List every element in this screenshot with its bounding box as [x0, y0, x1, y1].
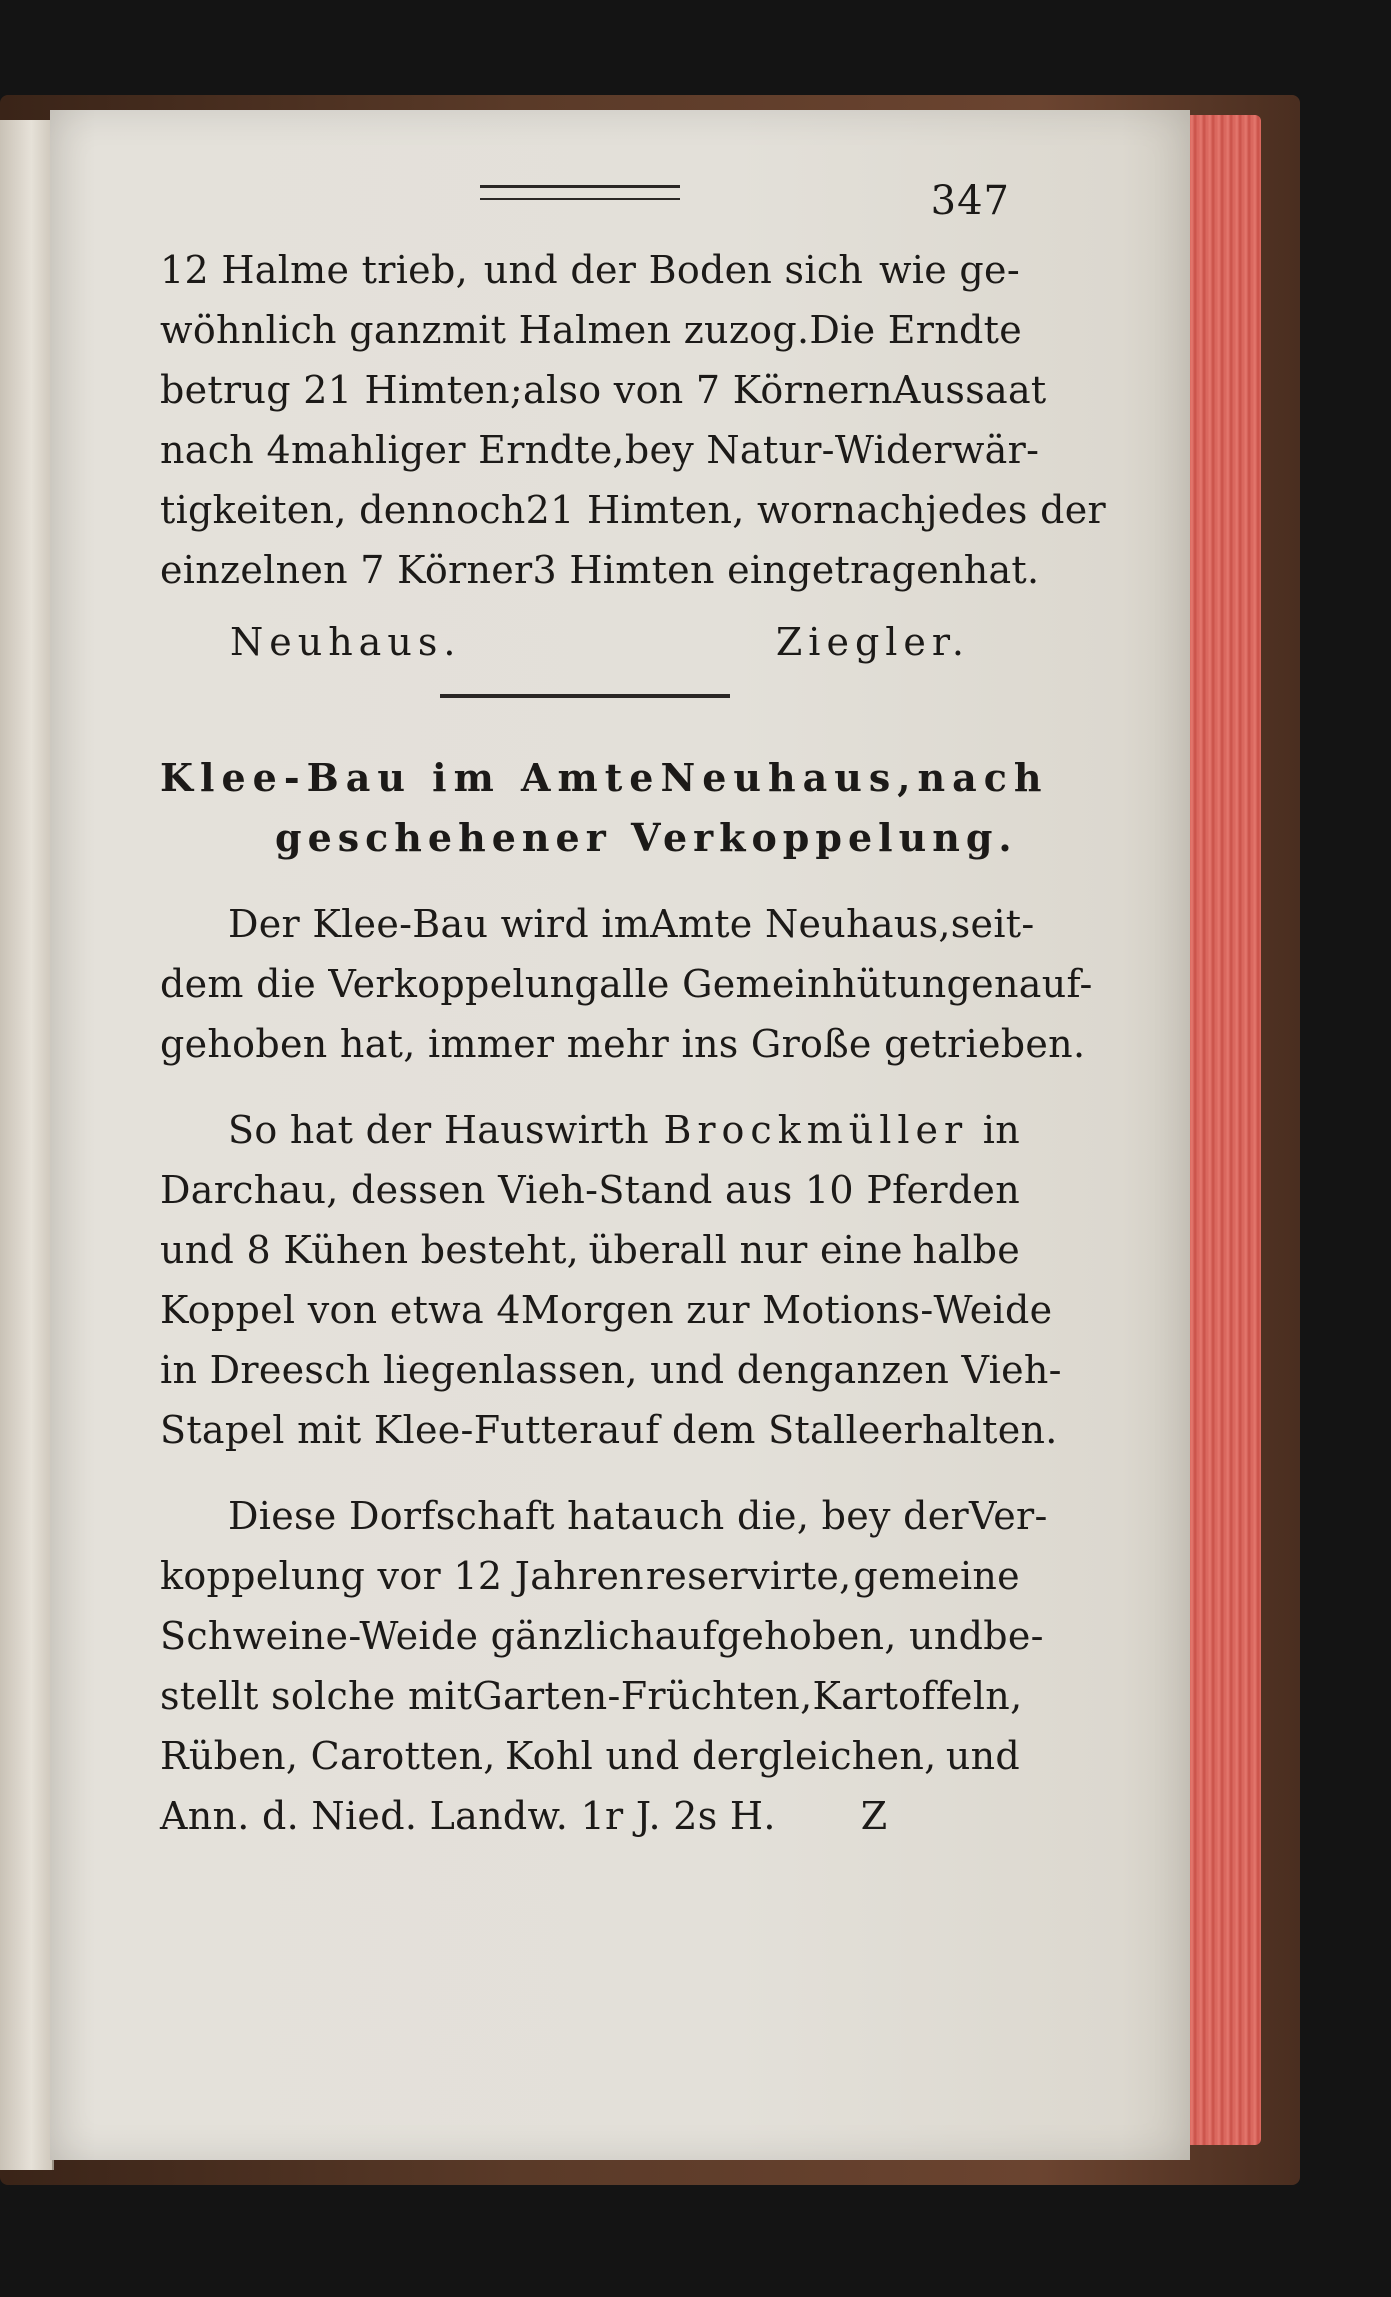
line-fragment: Diese Dorfschaft hat	[228, 1494, 631, 1538]
line-fragment: 21 Himten, wornach	[525, 488, 926, 532]
line-fragment: hat.	[963, 548, 1040, 592]
section-divider-rule	[440, 694, 730, 698]
page-footer	[160, 1786, 1020, 1846]
text-line	[160, 1546, 1020, 1606]
line-fragment: stellt solche mit	[160, 1674, 473, 1718]
text-line	[160, 1726, 1020, 1786]
header-ornament-rule	[480, 185, 680, 200]
text-line	[160, 1280, 1053, 1340]
line-fragment: seit-	[950, 902, 1035, 946]
line-fragment: alle Gemeinhütungen	[599, 962, 1019, 1006]
text-line	[160, 1486, 1048, 1546]
line-fragment: in	[982, 1108, 1020, 1152]
title-line: geschehener Verkoppelung.	[275, 815, 1018, 860]
text-line	[160, 1340, 1062, 1400]
line-fragment: getrieben.	[884, 1022, 1086, 1066]
line-fragment: reservirte,	[645, 1554, 852, 1598]
paragraph	[160, 1486, 1048, 1786]
line-fragment: Widerwär-	[834, 428, 1040, 472]
page-header	[160, 170, 1020, 240]
text-line	[160, 540, 1040, 600]
line-fragment: Morgen zur Motions-	[520, 1288, 934, 1332]
signature-line	[160, 612, 1020, 672]
text-line	[160, 894, 1035, 954]
line-fragment: einzelnen 7 Körner	[160, 548, 533, 592]
line-fragment: Pferden	[866, 1168, 1020, 1212]
line-fragment: lassen, und den	[502, 1348, 809, 1392]
text-line	[160, 1220, 1020, 1280]
line-fragment: Koppel von etwa 4	[160, 1288, 521, 1332]
line-fragment: jedes der	[925, 488, 1106, 532]
line-fragment: Weide	[933, 1288, 1053, 1332]
line-fragment: bey Natur-	[624, 428, 835, 472]
line-fragment: tigkeiten, dennoch	[160, 488, 526, 532]
line-fragment: Amte Neuhaus,	[650, 902, 951, 946]
text-line	[160, 1100, 1020, 1160]
line-fragment: und	[945, 1734, 1020, 1778]
line-fragment: gehoben hat, immer	[160, 1022, 555, 1066]
text-line	[160, 360, 1047, 420]
line-fragment: Neuhaus,	[660, 755, 918, 800]
line-fragment: ganzen Vieh-	[808, 1348, 1062, 1392]
line-fragment: Kohl und dergleichen,	[505, 1734, 937, 1778]
line-fragment: Aussaat	[892, 368, 1047, 412]
line-fragment: halbe	[912, 1228, 1020, 1272]
signature-place: Neuhaus.	[230, 620, 462, 664]
text-line	[160, 1606, 1044, 1666]
text-line	[160, 300, 1020, 360]
line-fragment: betrug 21 Himten;	[160, 368, 524, 412]
line-fragment: be-	[983, 1614, 1044, 1658]
page-number: 347	[930, 178, 1010, 224]
line-fragment: gemeine	[853, 1554, 1020, 1598]
line-fragment: Schweine-Weide gänzlich	[160, 1614, 655, 1658]
line-fragment: wie ge-	[878, 248, 1020, 292]
text-line	[160, 954, 1093, 1014]
line-fragment: So hat der Hauswirth	[228, 1108, 649, 1152]
line-fragment: Vieh-Stand aus 10	[498, 1168, 854, 1212]
line-fragment: und der Boden sich	[483, 248, 864, 292]
line-fragment: auf dem Stalle	[597, 1408, 881, 1452]
footer-source: Ann. d. Nied. Landw. 1r J. 2s H.	[160, 1794, 776, 1838]
line-fragment: koppelung vor 12 Jahren	[160, 1554, 644, 1598]
left-page-edge	[0, 120, 54, 2170]
line-fragment: und 8 Kühen besteht,	[160, 1228, 580, 1272]
text-line	[160, 240, 1020, 300]
line-fragment: in Dreesch liegen	[160, 1348, 503, 1392]
line-fragment: dem die Verkoppelung	[160, 962, 600, 1006]
line-fragment: aufgehoben, und	[654, 1614, 984, 1658]
line-fragment: Stapel mit Klee-Futter	[160, 1408, 598, 1452]
text-line	[160, 480, 1106, 540]
text-line	[160, 1160, 1020, 1220]
line-fragment: wöhnlich ganz	[160, 308, 442, 352]
top-paragraph	[160, 240, 1106, 600]
text-line	[160, 1400, 1058, 1460]
line-fragment: nach 4mahliger Erndte,	[160, 428, 625, 472]
paragraph	[160, 1100, 1062, 1460]
paragraph	[160, 894, 1093, 1074]
page-text	[160, 170, 1106, 1846]
line-fragment: mehr ins Große	[566, 1022, 872, 1066]
title-line	[160, 748, 1049, 808]
line-fragment: auf-	[1018, 962, 1093, 1006]
line-fragment: Rüben, Carotten,	[160, 1734, 496, 1778]
line-fragment: Darchau, dessen	[160, 1168, 486, 1212]
signature-name: Ziegler.	[775, 620, 970, 664]
line-fragment: Die Erndte	[809, 308, 1022, 352]
text-line	[160, 1666, 1023, 1726]
text-line	[160, 1014, 1086, 1074]
line-fragment: überall nur eine	[588, 1228, 903, 1272]
line-fragment: erhalten.	[880, 1408, 1058, 1452]
text-line	[160, 420, 1040, 480]
section-title	[160, 748, 1049, 868]
line-fragment: 3 Himten eingetragen	[532, 548, 964, 592]
line-fragment: 12 Halme trieb,	[160, 248, 468, 292]
signature-mark: Z	[860, 1794, 888, 1838]
line-fragment: Kartoffeln,	[812, 1674, 1023, 1718]
line-fragment: Ver-	[969, 1494, 1048, 1538]
line-fragment: mit Halmen zuzog.	[441, 308, 810, 352]
line-fragment: Der Klee-Bau wird im	[228, 902, 651, 946]
line-fragment: auch die, bey der	[630, 1494, 970, 1538]
line-fragment: nach	[917, 755, 1049, 800]
line-fragment: Brockmüller	[663, 1108, 969, 1152]
line-fragment: Klee-Bau im Amte	[160, 755, 661, 800]
line-fragment: also von 7 Körnern	[523, 368, 893, 412]
line-fragment: Garten-Früchten,	[472, 1674, 813, 1718]
